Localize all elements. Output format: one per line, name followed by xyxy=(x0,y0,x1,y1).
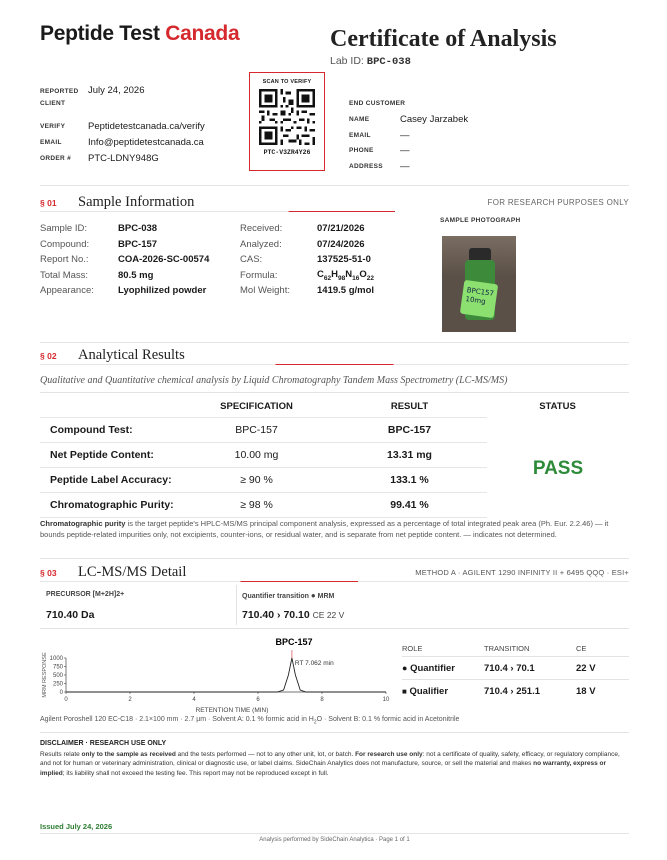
divider xyxy=(40,558,629,559)
pass-status: PASS xyxy=(532,458,584,479)
qr-label: SCAN TO VERIFY xyxy=(262,79,312,85)
cas-row: CAS: 137525-51-0 xyxy=(240,254,371,266)
client-row-order: ORDER # PTC-LDNY948G xyxy=(40,152,159,164)
client-info xyxy=(40,118,205,166)
transitions-table xyxy=(402,640,629,702)
x-tick-label: 2 xyxy=(128,697,132,703)
client-row-verify: VERIFY Peptidetestcanada.ca/verify xyxy=(40,120,205,132)
y-tick-label: 500 xyxy=(52,673,63,679)
y-tick-label: 750 xyxy=(52,664,63,671)
mol-weight-row: Mol Weight: 1419.5 g/mol xyxy=(240,285,375,297)
client-row-email: EMAIL Info@peptidetestcanada.ca xyxy=(40,136,204,148)
customer-row-address: ADDRESS — xyxy=(349,160,410,172)
sample-photo-label: SAMPLE PHOTOGRAPH xyxy=(440,217,521,224)
end-customer-heading: END CUSTOMER xyxy=(349,100,406,107)
analyzed-row: Analyzed: 07/24/2026 xyxy=(240,238,365,250)
y-tick-label: 1000 xyxy=(49,656,63,662)
divider xyxy=(40,185,629,186)
disclaimer-text: Results relate only to the sample as received and the tests performed — not to any other unit, lot, or batch. For research use only: not a certificate of quality, safety, efficacy, or regulatory compliance, and not for human or veterinary administration, clinical or diagnostic use, or label claims. SideChain Analytics does not manufacture, source, or sell the material and makes no warranty, express or implied; its liability shall not exceed the testing fee. This report may not be reproduced except in full. xyxy=(40,751,620,777)
compound-row: Compound: BPC-157 xyxy=(40,238,158,250)
filled-circle-icon: ● xyxy=(402,662,408,673)
x-tick-label: 8 xyxy=(320,697,324,703)
lab-id: Lab ID: BPC-038 xyxy=(330,55,411,68)
quantifier-value: 710.40 › 70.10 CE 22 V xyxy=(242,609,345,621)
x-tick-label: 4 xyxy=(192,697,196,703)
qr-code-text: PTC-V3ZR4Y26 xyxy=(263,149,311,156)
results-rows xyxy=(40,417,487,518)
results-table-header: SPECIFICATION RESULT STATUS xyxy=(220,400,576,412)
vial-handwriting: BPC157 10mg xyxy=(465,286,495,306)
y-tick-label: 250 xyxy=(52,681,63,688)
divider xyxy=(40,833,629,834)
formula-row: Formula: $C_{62}H_{98}N_{16}O_{22}$ xyxy=(240,268,374,282)
customer-row-email: EMAIL — xyxy=(349,129,410,141)
x-tick-label: 10 xyxy=(382,697,390,703)
chromatogram-trace xyxy=(66,658,386,692)
result-row: Net Peptide Content: 10.00 mg 13.31 mg xyxy=(40,442,487,467)
section-title: Sample Information xyxy=(78,194,195,210)
verify-link[interactable]: Peptidetestcanada.ca/verify xyxy=(88,120,205,132)
customer-row-name: NAME Casey Jarzabek xyxy=(349,114,469,126)
retention-time-annotation: RT 7.062 min xyxy=(294,660,334,667)
transitions-header: ROLE TRANSITION CE xyxy=(402,640,629,657)
y-tick-label: 0 xyxy=(59,690,63,696)
column-note: Agilent Poroshell 120 EC-C18 · 2.1×100 mm · 2.7 µm · Solvent A: 0.1 % formic acid in $H_2O$ · Solvent B: 0.1 % formic acid in Acetonitrile xyxy=(40,716,460,726)
analysis-method-subtitle: Qualitative and Quantitative chemical analysis by Liquid Chromatography Tandem Mass Spectrometry (LC-MS/MS) xyxy=(40,375,508,386)
section-underline xyxy=(40,211,395,212)
qr-verify-box[interactable] xyxy=(249,72,325,171)
transition-row: ● Quantifier 710.4 › 70.1 22 V xyxy=(402,657,629,680)
result-row: Compound Test: BPC-157 BPC-157 xyxy=(40,417,487,442)
y-axis-label: MRM RESPONSE xyxy=(42,652,48,698)
total-mass-row: Total Mass: 80.5 mg xyxy=(40,269,154,281)
section-underline xyxy=(40,581,629,582)
brand-name-part2: Canada xyxy=(165,22,240,45)
received-row: Received: 07/21/2026 xyxy=(240,223,365,235)
result-row: Peptide Label Accuracy: ≥ 90 % 133.1 % xyxy=(40,467,487,492)
section-number: § 01 xyxy=(40,198,57,208)
section-underline xyxy=(40,364,629,365)
sample-info-left xyxy=(40,221,236,299)
method-note: METHOD A · AGILENT 1290 INFINITY II + 6495 QQQ · ESI+ xyxy=(415,568,629,577)
precursor-label: PRECURSOR [M+2H]2+ xyxy=(46,591,125,598)
qr-code-icon xyxy=(259,89,315,145)
sample-id-row: Sample ID: BPC-038 xyxy=(40,223,158,235)
research-purposes-note: FOR RESEARCH PURPOSES ONLY xyxy=(487,198,629,207)
disclaimer-title: DISCLAIMER · RESEARCH USE ONLY xyxy=(40,740,167,747)
reported-block: REPORTED July 24, 2026 xyxy=(40,85,145,96)
transition-row: ■ Qualifier 710.4 › 251.1 18 V xyxy=(402,685,596,697)
appearance-row: Appearance: Lyophilized powder xyxy=(40,285,207,297)
customer-row-phone: PHONE — xyxy=(349,145,410,157)
precursor-value: 710.40 Da xyxy=(46,609,95,621)
purity-footnote: Chromatographic purity is the target peptide's HPLC-MS/MS principal component analysis, expressed as a percentage of total integrated peak area (Ph. Eur. 2.2.46) — it bounds peptide-related impurities only, not excipients, counter-ions, or residual water, and is separate from net peptide content. — indicates not determined. xyxy=(40,519,609,539)
section-number: § 03 xyxy=(40,568,57,578)
section-title: Analytical Results xyxy=(78,347,185,363)
issued-date: Issued July 24, 2026 xyxy=(40,822,113,831)
chart-title: BPC-157 xyxy=(275,637,313,647)
divider xyxy=(40,342,629,343)
molecular-formula: $C_{62}H_{98}N_{16}O_{22}$ xyxy=(317,268,374,282)
email-link[interactable]: Info@peptidetestcanada.ca xyxy=(88,136,204,148)
brand-name-part1: Peptide Test xyxy=(40,22,160,45)
x-tick-label: 0 xyxy=(64,697,68,703)
end-customer-info xyxy=(349,112,468,174)
x-axis-label: RETENTION TIME (MIN) xyxy=(195,707,269,714)
divider xyxy=(40,392,629,393)
divider xyxy=(40,628,629,629)
document-title: Certificate of Analysis xyxy=(330,26,557,52)
chromatogram-chart xyxy=(36,632,396,720)
section-title: LC-MS/MS Detail xyxy=(78,564,187,580)
footer-credit: Analysis performed by SideChain Analytica · Page 1 of 1 xyxy=(259,837,410,843)
sample-info-right xyxy=(240,221,410,299)
sample-photograph xyxy=(442,236,516,332)
section-number: § 02 xyxy=(40,351,57,361)
divider xyxy=(236,585,237,625)
result-row: Chromatographic Purity: ≥ 98 % 99.41 % xyxy=(40,492,487,518)
results-table xyxy=(40,396,629,416)
brand-logo xyxy=(40,22,239,46)
x-tick-label: 6 xyxy=(256,697,260,703)
report-no-row: Report No.: COA-2026-SC-00574 xyxy=(40,254,210,266)
client-heading: CLIENT xyxy=(40,100,66,107)
divider xyxy=(40,732,629,733)
quantifier-label: Quantifier transition ● MRM xyxy=(242,591,335,600)
filled-square-icon: ■ xyxy=(402,686,407,696)
